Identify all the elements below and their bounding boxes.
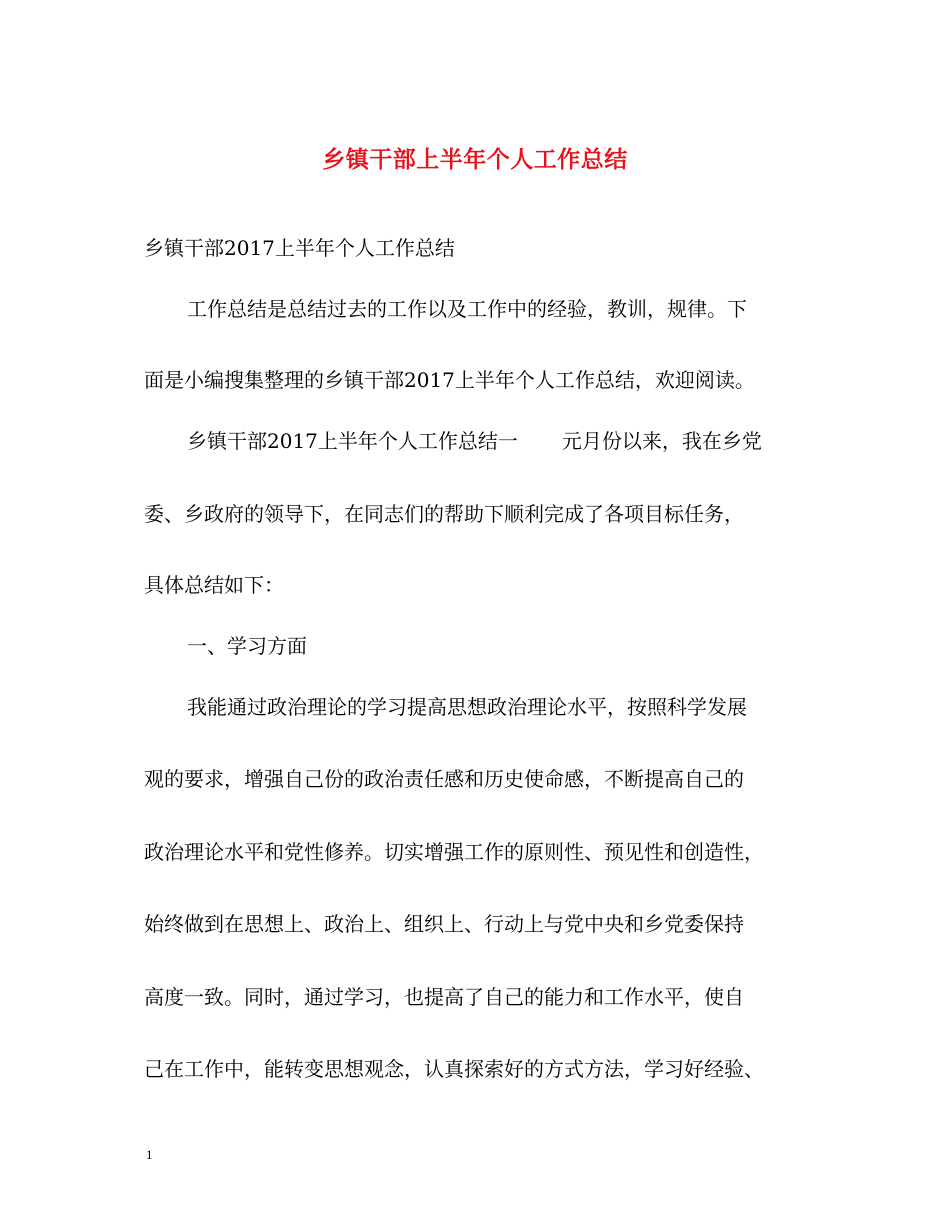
paragraph-line: 政治理论水平和党性修养。切实增强工作的原则性、预见性和创造性， (144, 840, 764, 864)
paragraph-line: 具体总结如下： (144, 573, 284, 597)
paragraph-line: 观的要求，增强自己份的政治责任感和历史使命感，不断提高自己的 (144, 767, 744, 791)
paragraph-line: 面是小编搜集整理的乡镇干部2017上半年个人工作总结，欢迎阅读。 (144, 368, 755, 392)
paragraph-line: 工作总结是总结过去的工作以及工作中的经验，教训，规律。下 (187, 297, 747, 321)
paragraph-line-with-heading (187, 427, 762, 455)
paragraph-line: 始终做到在思想上、政治上、组织上、行动上与党中央和乡党委保持 (144, 912, 744, 936)
paragraph-text: 元月份以来，我在乡党 (561, 429, 762, 453)
section-heading: 一、学习方面 (187, 634, 307, 658)
page-number: 1 (146, 1147, 153, 1162)
paragraph-line: 高度一致。同时，通过学习，也提高了自己的能力和工作水平，使自 (144, 985, 744, 1009)
paragraph-line: 我能通过政治理论的学习提高思想政治理论水平，按照科学发展 (187, 695, 747, 719)
section-heading-inline: 乡镇干部2017上半年个人工作总结一 (187, 429, 518, 453)
paragraph-line: 己在工作中，能转变思想观念，认真探索好的方式方法，学习好经验、 (144, 1057, 764, 1081)
paragraph-line: 委、乡政府的领导下，在同志们的帮助下顺利完成了各项目标任务， (144, 502, 744, 526)
document-title: 乡镇干部上半年个人工作总结 (322, 146, 628, 173)
subtitle-line: 乡镇干部2017上半年个人工作总结 (144, 236, 455, 260)
